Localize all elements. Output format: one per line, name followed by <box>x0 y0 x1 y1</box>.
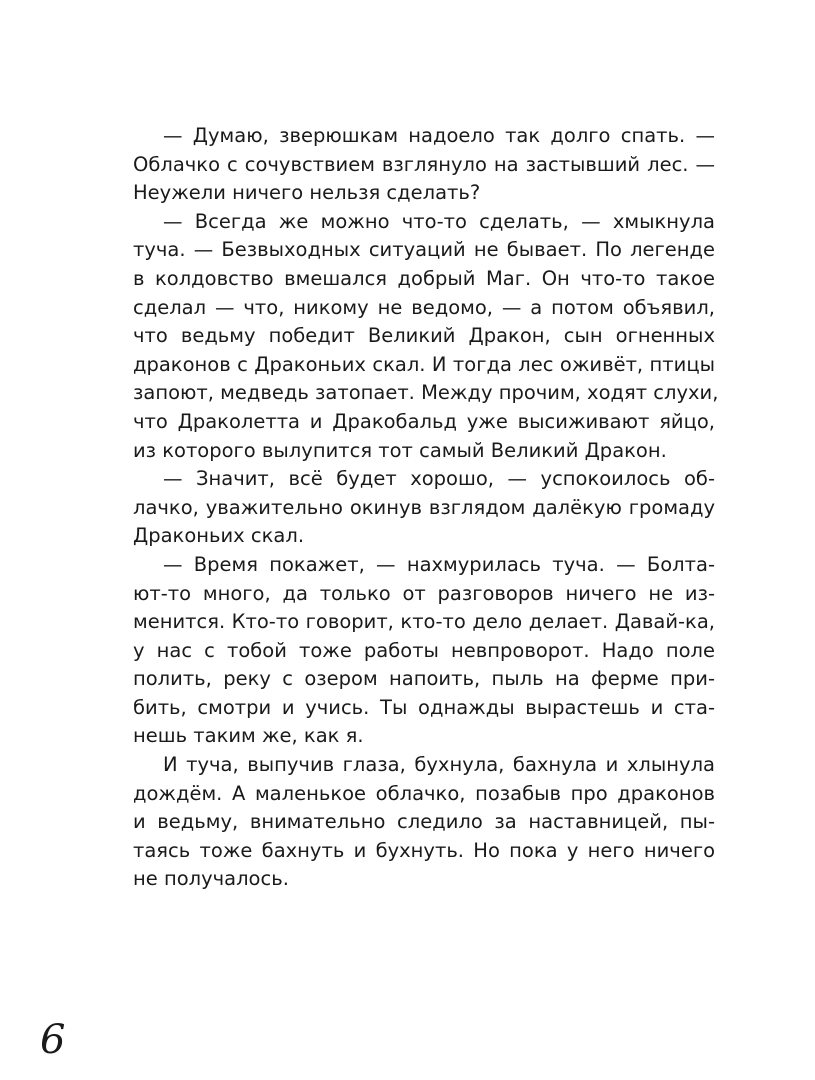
text-line: дождём. А маленькое облачко, позабыв про драконов <box>133 781 715 805</box>
text-line: полить, реку с озером напоить, пыль на ферме при- <box>133 667 715 691</box>
text-line: Облачко с сочувствием взглянуло на застывший лес. — <box>133 152 715 176</box>
text-line: не получалось. <box>133 867 289 891</box>
text-line: — Думаю, зверюшкам надоело так долго спать. — <box>163 124 715 147</box>
body-text <box>133 122 719 894</box>
text-line: Драконьих скал. <box>133 524 305 548</box>
text-line: — Всегда же можно что-то сделать, — хмыкнула <box>163 209 715 233</box>
text-line: сделал — что, никому не ведомо, — а потом объявил, <box>133 295 715 319</box>
page-number: 6 <box>40 1017 66 1063</box>
text-line: и ведьму, внимательно следило за наставницей, пы- <box>133 810 715 834</box>
paragraph <box>133 551 715 751</box>
text-line: что Драколетта и Дракобальд уже высиживают яйцо, <box>133 409 715 433</box>
paragraph <box>133 751 715 894</box>
paragraph <box>133 122 715 208</box>
text-line: ют-то много, да только от разговоров ничего не из- <box>133 581 715 605</box>
text-line: — Время покажет, — нахмурилась туча. — Болта- <box>163 552 715 576</box>
paragraph <box>133 465 715 551</box>
text-line: таясь тоже бахнуть и бухнуть. Но пока у него ничего <box>133 838 715 862</box>
text-line: нешь таким же, как я. <box>133 724 364 748</box>
text-line: лачко, уважительно окинув взглядом далёкую громаду <box>133 495 715 519</box>
text-line: у нас с тобой тоже работы невпроворот. Надо поле <box>133 638 715 662</box>
text-line: в колдовство вмешался добрый Маг. Он что-то такое <box>133 266 715 290</box>
text-line: из которого вылупится тот самый Великий Дракон. <box>133 438 667 462</box>
text-line: И туча, выпучив глаза, бухнула, бахнула и хлынула <box>163 753 715 777</box>
paragraph <box>133 208 719 465</box>
text-line: запоют, медведь затопает. Между прочим, ходят слухи, <box>133 381 719 405</box>
text-line: туча. — Безвыходных ситуаций не бывает. По легенде <box>133 238 715 262</box>
text-line: что ведьму победит Великий Дракон, сын огненных <box>133 324 715 348</box>
text-line: Неужели ничего нельзя сделать? <box>133 181 481 205</box>
text-line: драконов с Драконьих скал. И тогда лес оживёт, птицы <box>133 352 715 376</box>
text-line: — Значит, всё будет хорошо, — успокоилось об- <box>163 467 715 491</box>
text-line: бить, смотри и учись. Ты однажды вырастешь и ста- <box>133 695 715 719</box>
text-line: менится. Кто-то говорит, кто-то дело делает. Давай-ка, <box>133 610 715 634</box>
